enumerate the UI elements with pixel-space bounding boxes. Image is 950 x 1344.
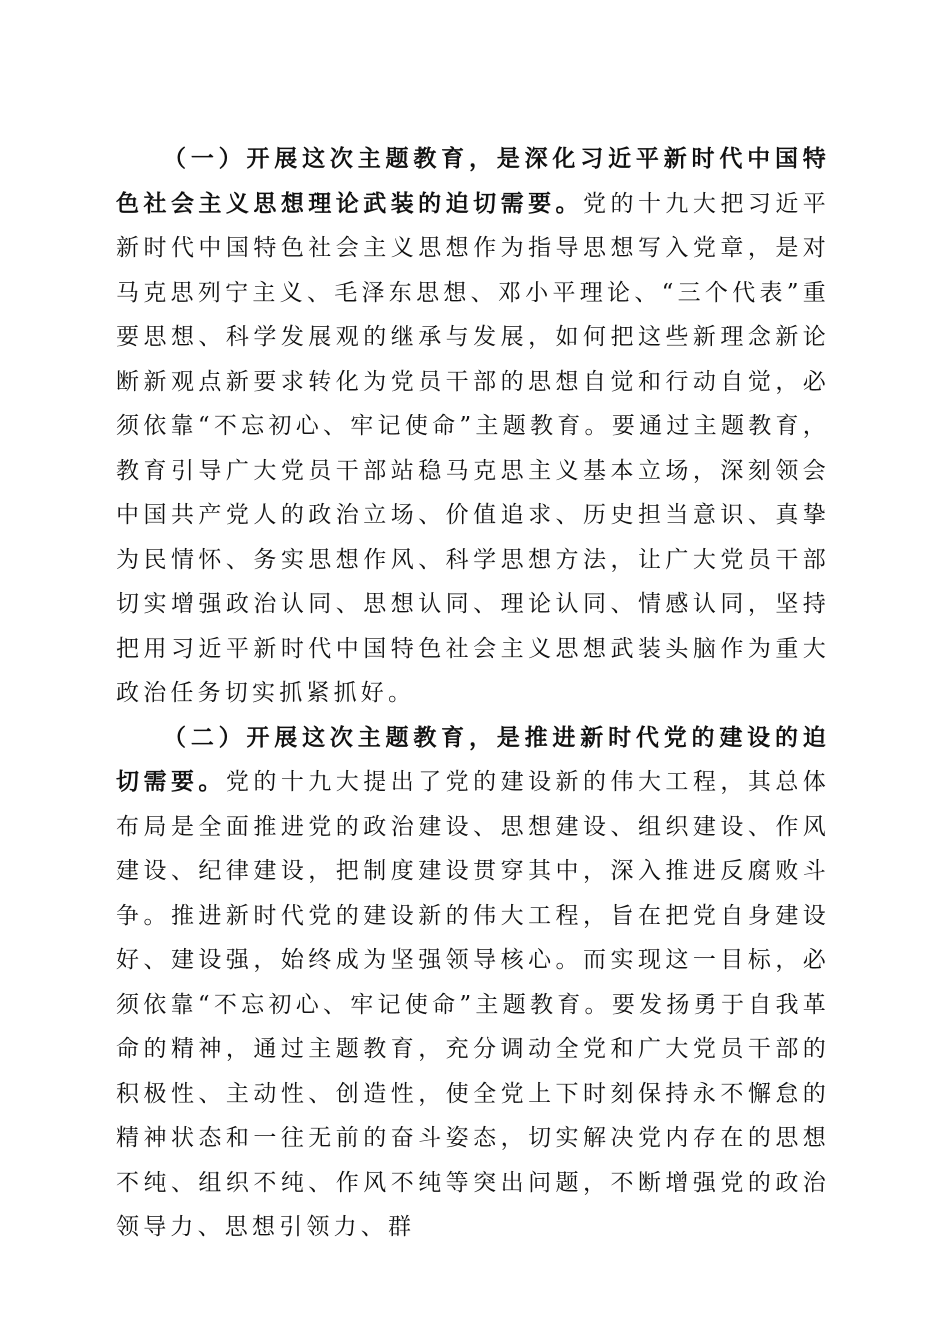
paragraph-1-text: 党的十九大把习近平新时代中国特色社会主义思想作为指导思想写入党章，是对马克思列宁主义、毛泽东思想、邓小平理论、“三个代表”重要思想、科学发展观的继承与发展，如何把这些新理念新论断新观点新要求转化为党员干部的思想自觉和行动自觉，必须依靠“不忘初心、牢记使命”主题教育。要通过主题教育，教育引导广大党员干部站稳马克思主义基本立场，深刻领会中国共产党人的政治立场、价值追求、历史担当意识、真挚为民情怀、务实思想作风、科学思想方法，让广大党员干部切实增强政治认同、思想认同、理论认同、情感认同，坚持把用习近平新时代中国特色社会主义思想武装头脑作为重大政治任务切实抓紧抓好。 (116, 190, 830, 706)
paragraph-1 (116, 137, 830, 716)
paragraph-2-heading: （二）开展这次主题教育，是推进新时代党的建设的迫切需要。 (116, 723, 830, 795)
paragraph-1-heading: （一）开展这次主题教育，是深化习近平新时代中国特色社会主义思想理论武装的迫切需要。 (116, 145, 830, 217)
paragraph-2-text: 党的十九大提出了党的建设新的伟大工程，其总体布局是全面推进党的政治建设、思想建设、组织建设、作风建设、纪律建设，把制度建设贯穿其中，深入推进反腐败斗争。推进新时代党的建设新的伟大工程，旨在把党自身建设好、建设强，始终成为坚强领导核心。而实现这一目标，必须依靠“不忘初心、牢记使命”主题教育。要发扬勇于自我革命的精神，通过主题教育，充分调动全党和广大党员干部的积极性、主动性、创造性，使全党上下时刻保持永不懈怠的精神状态和一往无前的奋斗姿态，切实解决党内存在的思想不纯、组织不纯、作风不纯等突出问题，不断增强党的政治领导力、思想引领力、群 (116, 769, 830, 1240)
document-body (116, 137, 830, 1250)
paragraph-2 (116, 716, 830, 1250)
